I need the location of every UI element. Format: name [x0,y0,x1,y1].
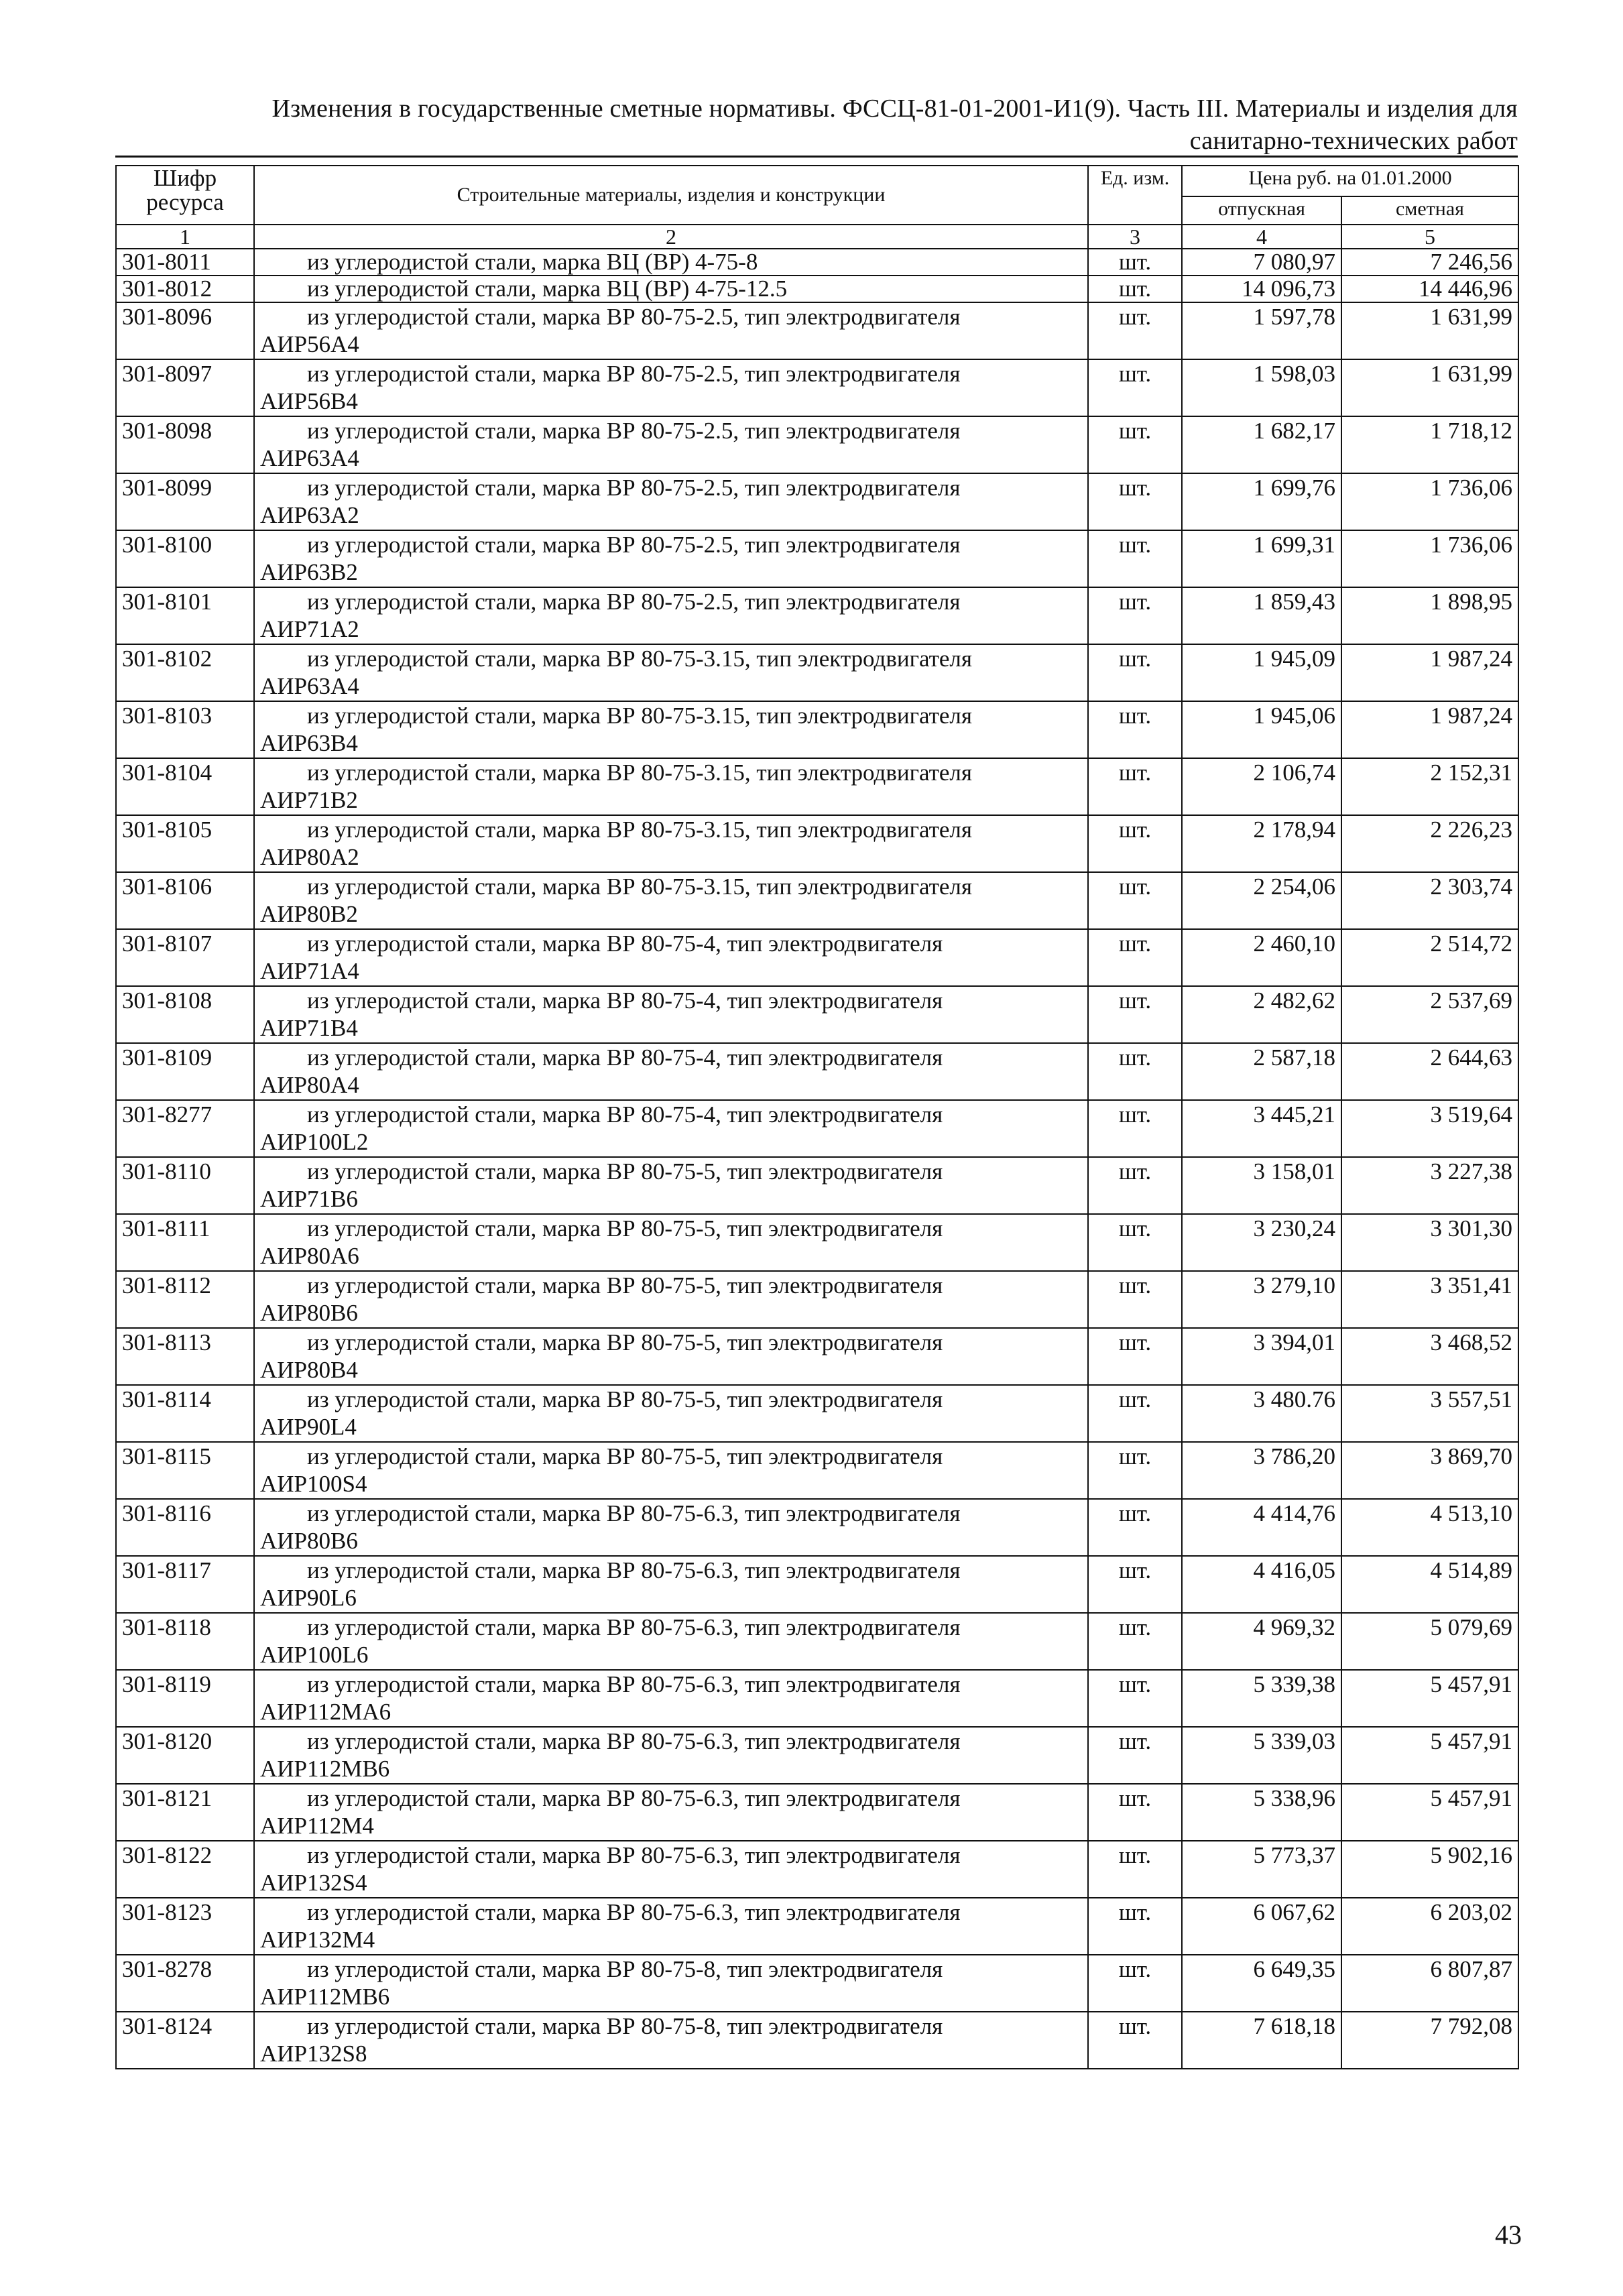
resource-code: 301-8113 [116,1328,254,1385]
unit-of-measure: шт. [1088,1442,1182,1499]
estimate-price: 6 807,87 [1341,1955,1518,2012]
estimate-price: 2 303,74 [1341,872,1518,929]
resource-description [254,1898,1088,1955]
motor-type: АИР112МВ6 [260,1984,390,2010]
col-header-name: Строительные материалы, изделия и конструкции [254,166,1088,225]
unit-of-measure: шт. [1088,1898,1182,1955]
col-header-price: Цена руб. на 01.01.2000 [1182,166,1518,196]
description-line-1: из углеродистой стали, марка ВР 80-75-6.3, тип электродвигателя [307,1671,961,1697]
header-rule [115,156,1518,158]
unit-of-measure: шт. [1088,1841,1182,1898]
description-line-1: из углеродистой стали, марка ВР 80-75-6.3, тип электродвигателя [307,1500,961,1526]
description-line-1: из углеродистой стали, марка ВР 80-75-6.3, тип электродвигателя [307,1785,961,1811]
unit-of-measure: шт. [1088,249,1182,276]
table-row [116,1328,1518,1385]
resource-description [254,929,1088,986]
table-row [116,1727,1518,1784]
resource-code: 301-8116 [116,1499,254,1556]
motor-type: АИР80В6 [260,1528,358,1554]
resource-code: 301-8114 [116,1385,254,1442]
table-row [116,1670,1518,1727]
col-header-unit: Ед. изм. [1088,166,1182,225]
description-line-1: из углеродистой стали, марка ВР 80-75-3.15, тип электродвигателя [307,646,972,672]
description-line-1: из углеродистой стали, марка ВР 80-75-3.15, тип электродвигателя [307,873,972,900]
release-price: 1 682,17 [1182,416,1341,473]
description-line-1: из углеродистой стали, марка ВР 80-75-2.5, тип электродвигателя [307,304,961,330]
release-price: 3 279,10 [1182,1271,1341,1328]
motor-type: АИР132S8 [260,2041,367,2067]
table-row [116,986,1518,1043]
table-row [116,1841,1518,1898]
description-line-1: из углеродистой стали, марка ВР 80-75-4, тип электродвигателя [307,987,943,1014]
table-row [116,872,1518,929]
unit-of-measure: шт. [1088,644,1182,701]
description-line-1: из углеродистой стали, марка ВР 80-75-4, тип электродвигателя [307,1101,943,1128]
resource-description [254,1100,1088,1157]
unit-of-measure: шт. [1088,1157,1182,1214]
release-price: 1 945,06 [1182,701,1341,758]
release-price: 1 699,31 [1182,530,1341,587]
table-row [116,530,1518,587]
column-number: 5 [1341,225,1518,249]
column-number: 2 [254,225,1088,249]
page-number: 43 [1495,2220,1522,2250]
release-price: 1 945,09 [1182,644,1341,701]
description-line-1: из углеродистой стали, марка ВР 80-75-2.5, тип электродвигателя [307,532,961,558]
estimate-price: 1 718,12 [1341,416,1518,473]
estimate-price: 5 079,69 [1341,1613,1518,1670]
release-price: 6 067,62 [1182,1898,1341,1955]
description-line-1: из углеродистой стали, марка ВР 80-75-3.15, тип электродвигателя [307,817,972,843]
release-price: 3 786,20 [1182,1442,1341,1499]
resource-code: 301-8098 [116,416,254,473]
release-price: 7 080,97 [1182,249,1341,276]
resource-description [254,701,1088,758]
description-line-1: из углеродистой стали, марка ВР 80-75-5, тип электродвигателя [307,1443,943,1469]
unit-of-measure: шт. [1088,2012,1182,2069]
description-line-1: из углеродистой стали, марка ВР 80-75-5, тип электродвигателя [307,1386,943,1412]
release-price: 4 414,76 [1182,1499,1341,1556]
description-line-1: из углеродистой стали, марка ВР 80-75-8, тип электродвигателя [307,2013,943,2039]
motor-type: АИР112М4 [260,1813,374,1839]
motor-type: АИР71В6 [260,1186,358,1212]
estimate-price: 4 514,89 [1341,1556,1518,1613]
resource-code: 301-8105 [116,815,254,872]
unit-of-measure: шт. [1088,1100,1182,1157]
table-row [116,1100,1518,1157]
resource-description [254,1556,1088,1613]
estimate-price: 1 736,06 [1341,530,1518,587]
estimate-price: 3 351,41 [1341,1271,1518,1328]
resource-description [254,1841,1088,1898]
resource-code: 301-8107 [116,929,254,986]
estimate-price: 1 631,99 [1341,359,1518,416]
table-row [116,701,1518,758]
description-line-1: из углеродистой стали, марка ВР 80-75-6.3, тип электродвигателя [307,1557,961,1583]
motor-type: АИР80В2 [260,901,358,927]
resource-description [254,249,1088,276]
table-row [116,815,1518,872]
table-row [116,473,1518,530]
resource-description [254,302,1088,359]
unit-of-measure: шт. [1088,986,1182,1043]
description-line-1: из углеродистой стали, марка ВР 80-75-5, тип электродвигателя [307,1272,943,1298]
table-row [116,587,1518,644]
resource-code: 301-8278 [116,1955,254,2012]
description-line-1: из углеродистой стали, марка ВР 80-75-6.3, тип электродвигателя [307,1842,961,1868]
table-row [116,1214,1518,1271]
resource-description [254,1385,1088,1442]
estimate-price: 1 736,06 [1341,473,1518,530]
estimate-price: 3 468,52 [1341,1328,1518,1385]
release-price: 1 699,76 [1182,473,1341,530]
unit-of-measure: шт. [1088,359,1182,416]
release-price: 3 230,24 [1182,1214,1341,1271]
release-price: 6 649,35 [1182,1955,1341,2012]
unit-of-measure: шт. [1088,1784,1182,1841]
table-row [116,1499,1518,1556]
header-line-2: санитарно-технических работ [1189,127,1518,155]
description-line-1: из углеродистой стали, марка ВЦ (ВР) 4-75-12.5 [307,276,788,302]
motor-type: АИР112МВ6 [260,1756,390,1782]
resource-description [254,872,1088,929]
resource-description [254,1727,1088,1784]
column-number: 4 [1182,225,1341,249]
unit-of-measure: шт. [1088,1499,1182,1556]
description-line-1: из углеродистой стали, марка ВР 80-75-5, тип электродвигателя [307,1158,943,1185]
unit-of-measure: шт. [1088,1385,1182,1442]
description-line-1: из углеродистой стали, марка ВР 80-75-6.3, тип электродвигателя [307,1899,961,1925]
motor-type: АИР71В2 [260,787,358,813]
release-price: 5 339,38 [1182,1670,1341,1727]
resource-code: 301-8011 [116,249,254,276]
resource-code: 301-8123 [116,1898,254,1955]
unit-of-measure: шт. [1088,701,1182,758]
resource-code: 301-8112 [116,1271,254,1328]
unit-of-measure: шт. [1088,473,1182,530]
resource-description [254,1499,1088,1556]
description-line-1: из углеродистой стали, марка ВР 80-75-3.15, тип электродвигателя [307,760,972,786]
release-price: 2 178,94 [1182,815,1341,872]
release-price: 5 339,03 [1182,1727,1341,1784]
motor-type: АИР90L6 [260,1585,357,1611]
table-row [116,359,1518,416]
resource-code: 301-8119 [116,1670,254,1727]
table-row [116,276,1518,302]
estimate-price: 5 902,16 [1341,1841,1518,1898]
unit-of-measure: шт. [1088,1328,1182,1385]
resource-code: 301-8121 [116,1784,254,1841]
motor-type: АИР80А2 [260,844,359,870]
estimate-price: 1 898,95 [1341,587,1518,644]
table-row [116,1784,1518,1841]
table-row [116,1613,1518,1670]
materials-table [115,165,1519,2069]
unit-of-measure: шт. [1088,758,1182,815]
estimate-price: 5 457,91 [1341,1670,1518,1727]
unit-of-measure: шт. [1088,276,1182,302]
resource-code: 301-8096 [116,302,254,359]
estimate-price: 2 226,23 [1341,815,1518,872]
table-row [116,1385,1518,1442]
description-line-1: из углеродистой стали, марка ВР 80-75-4, тип электродвигателя [307,1044,943,1071]
resource-code: 301-8122 [116,1841,254,1898]
unit-of-measure: шт. [1088,416,1182,473]
estimate-price: 5 457,91 [1341,1727,1518,1784]
unit-of-measure: шт. [1088,1727,1182,1784]
motor-type: АИР63А2 [260,502,359,528]
resource-code: 301-8101 [116,587,254,644]
motor-type: АИР112МА6 [260,1699,392,1725]
unit-of-measure: шт. [1088,1670,1182,1727]
motor-type: АИР56В4 [260,388,358,414]
release-price: 7 618,18 [1182,2012,1341,2069]
table-row [116,1442,1518,1499]
resource-code: 301-8120 [116,1727,254,1784]
motor-type: АИР63В4 [260,730,358,756]
motor-type: АИР90L4 [260,1414,357,1440]
resource-code: 301-8103 [116,701,254,758]
table-row [116,758,1518,815]
resource-code: 301-8109 [116,1043,254,1100]
resource-description [254,587,1088,644]
release-price: 1 597,78 [1182,302,1341,359]
unit-of-measure: шт. [1088,1271,1182,1328]
unit-of-measure: шт. [1088,1955,1182,2012]
estimate-price: 3 301,30 [1341,1214,1518,1271]
estimate-price: 4 513,10 [1341,1499,1518,1556]
motor-type: АИР80В4 [260,1357,358,1383]
resource-code: 301-8277 [116,1100,254,1157]
unit-of-measure: шт. [1088,587,1182,644]
resource-code: 301-8104 [116,758,254,815]
resource-description [254,758,1088,815]
motor-type: АИР132М4 [260,1927,375,1953]
motor-type: АИР56А4 [260,331,359,357]
unit-of-measure: шт. [1088,302,1182,359]
release-price: 3 480.76 [1182,1385,1341,1442]
table-row [116,416,1518,473]
motor-type: АИР100S4 [260,1471,367,1497]
release-price: 4 969,32 [1182,1613,1341,1670]
description-line-1: из углеродистой стали, марка ВР 80-75-2.5, тип электродвигателя [307,475,961,501]
release-price: 3 158,01 [1182,1157,1341,1214]
resource-code: 301-8111 [116,1214,254,1271]
estimate-price: 5 457,91 [1341,1784,1518,1841]
resource-description [254,1670,1088,1727]
description-line-1: из углеродистой стали, марка ВР 80-75-2.5, тип электродвигателя [307,418,961,444]
motor-type: АИР63А4 [260,445,359,471]
description-line-1: из углеродистой стали, марка ВР 80-75-6.3, тип электродвигателя [307,1614,961,1640]
release-price: 2 106,74 [1182,758,1341,815]
description-line-1: из углеродистой стали, марка ВР 80-75-2.5, тип электродвигателя [307,589,961,615]
resource-description [254,1955,1088,2012]
table-row [116,644,1518,701]
motor-type: АИР100L2 [260,1129,369,1155]
release-price: 2 460,10 [1182,929,1341,986]
unit-of-measure: шт. [1088,1613,1182,1670]
motor-type: АИР80А4 [260,1072,359,1098]
resource-description [254,1613,1088,1670]
resource-description [254,1784,1088,1841]
estimate-price: 2 514,72 [1341,929,1518,986]
resource-code: 301-8099 [116,473,254,530]
unit-of-measure: шт. [1088,530,1182,587]
description-line-1: из углеродистой стали, марка ВР 80-75-8, тип электродвигателя [307,1956,943,1982]
resource-description [254,359,1088,416]
resource-description [254,644,1088,701]
release-price: 2 587,18 [1182,1043,1341,1100]
motor-type: АИР80В6 [260,1300,358,1326]
resource-description [254,986,1088,1043]
column-number: 3 [1088,225,1182,249]
column-number: 1 [116,225,254,249]
estimate-price: 1 987,24 [1341,701,1518,758]
col-header-release-price: отпускная [1182,196,1341,225]
release-price: 4 416,05 [1182,1556,1341,1613]
table-row [116,249,1518,276]
resource-code: 301-8100 [116,530,254,587]
resource-code: 301-8108 [116,986,254,1043]
table-row [116,1157,1518,1214]
unit-of-measure: шт. [1088,1214,1182,1271]
estimate-price: 2 644,63 [1341,1043,1518,1100]
resource-description [254,530,1088,587]
resource-description [254,1214,1088,1271]
resource-description [254,276,1088,302]
release-price: 14 096,73 [1182,276,1341,302]
col-header-code: Шифр ресурса [116,166,254,225]
description-line-1: из углеродистой стали, марка ВР 80-75-4, тип электродвигателя [307,930,943,957]
motor-type: АИР71В4 [260,1015,358,1041]
resource-code: 301-8115 [116,1442,254,1499]
estimate-price: 14 446,96 [1341,276,1518,302]
estimate-price: 6 203,02 [1341,1898,1518,1955]
motor-type: АИР71А2 [260,616,359,642]
estimate-price: 7 246,56 [1341,249,1518,276]
description-line-1: из углеродистой стали, марка ВР 80-75-5, тип электродвигателя [307,1329,943,1355]
release-price: 3 394,01 [1182,1328,1341,1385]
release-price: 2 482,62 [1182,986,1341,1043]
resource-description [254,1043,1088,1100]
table-row [116,2012,1518,2069]
resource-code: 301-8102 [116,644,254,701]
motor-type: АИР100L6 [260,1642,369,1668]
estimate-price: 1 987,24 [1341,644,1518,701]
resource-code: 301-8110 [116,1157,254,1214]
estimate-price: 3 519,64 [1341,1100,1518,1157]
resource-code: 301-8124 [116,2012,254,2069]
motor-type: АИР80А6 [260,1243,359,1269]
resource-description [254,1328,1088,1385]
estimate-price: 2 537,69 [1341,986,1518,1043]
motor-type: АИР71А4 [260,958,359,984]
description-line-1: из углеродистой стали, марка ВР 80-75-3.15, тип электродвигателя [307,703,972,729]
resource-code: 301-8097 [116,359,254,416]
motor-type: АИР63А4 [260,673,359,699]
resource-code: 301-8117 [116,1556,254,1613]
table-row [116,1955,1518,2012]
table-body [116,249,1518,2069]
column-numbers-row [116,225,1518,249]
description-line-1: из углеродистой стали, марка ВЦ (ВР) 4-75-8 [307,249,758,275]
resource-description [254,2012,1088,2069]
table-row [116,1898,1518,1955]
unit-of-measure: шт. [1088,929,1182,986]
resource-description [254,1271,1088,1328]
resource-description [254,473,1088,530]
description-line-1: из углеродистой стали, марка ВР 80-75-2.5, тип электродвигателя [307,361,961,387]
estimate-price: 3 869,70 [1341,1442,1518,1499]
release-price: 5 773,37 [1182,1841,1341,1898]
release-price: 3 445,21 [1182,1100,1341,1157]
estimate-price: 1 631,99 [1341,302,1518,359]
unit-of-measure: шт. [1088,815,1182,872]
estimate-price: 3 557,51 [1341,1385,1518,1442]
motor-type: АИР132S4 [260,1870,367,1896]
unit-of-measure: шт. [1088,1043,1182,1100]
table-row [116,929,1518,986]
estimate-price: 2 152,31 [1341,758,1518,815]
resource-code: 301-8118 [116,1613,254,1670]
unit-of-measure: шт. [1088,872,1182,929]
unit-of-measure: шт. [1088,1556,1182,1613]
table-row [116,302,1518,359]
release-price: 2 254,06 [1182,872,1341,929]
resource-code: 301-8012 [116,276,254,302]
release-price: 1 598,03 [1182,359,1341,416]
resource-description [254,1442,1088,1499]
estimate-price: 3 227,38 [1341,1157,1518,1214]
description-line-1: из углеродистой стали, марка ВР 80-75-5, тип электродвигателя [307,1215,943,1242]
col-header-estimate-price: сметная [1341,196,1518,225]
page-header [115,93,1518,157]
resource-description [254,416,1088,473]
resource-code: 301-8106 [116,872,254,929]
table-row [116,1043,1518,1100]
header-line-1: Изменения в государственные сметные нормативы. ФССЦ-81-01-2001-И1(9). Часть III. Материалы и изделия для [272,95,1518,123]
release-price: 5 338,96 [1182,1784,1341,1841]
table-row [116,1556,1518,1613]
table-row [116,1271,1518,1328]
description-line-1: из углеродистой стали, марка ВР 80-75-6.3, тип электродвигателя [307,1728,961,1754]
release-price: 1 859,43 [1182,587,1341,644]
motor-type: АИР63В2 [260,559,358,585]
resource-description [254,815,1088,872]
estimate-price: 7 792,08 [1341,2012,1518,2069]
resource-description [254,1157,1088,1214]
